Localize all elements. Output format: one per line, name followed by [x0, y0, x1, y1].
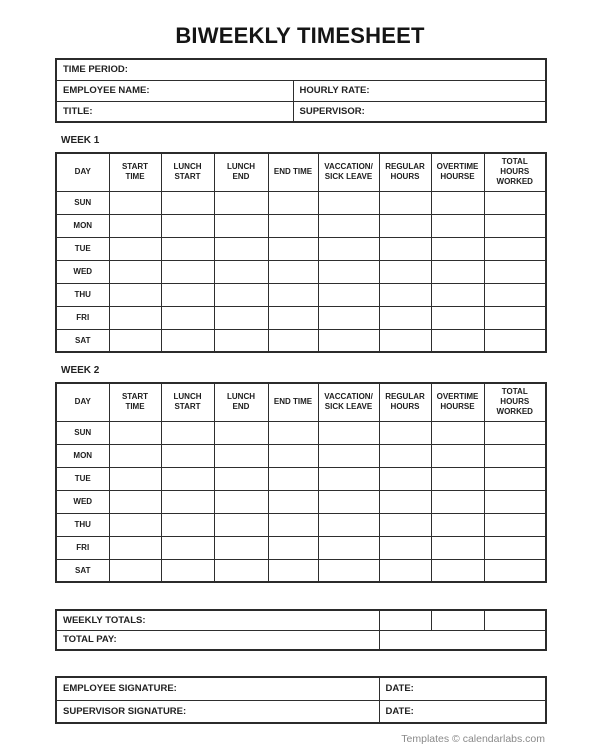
day-label: TUE [56, 467, 109, 490]
day-label: SUN [56, 191, 109, 214]
entry-cell[interactable] [214, 421, 268, 444]
entry-cell[interactable] [214, 513, 268, 536]
entry-cell[interactable] [484, 306, 546, 329]
entry-cell[interactable] [379, 444, 431, 467]
table-row [56, 444, 546, 467]
entry-cell[interactable] [484, 559, 546, 582]
day-label: FRI [56, 536, 109, 559]
entry-cell[interactable] [268, 191, 318, 214]
entry-cell[interactable] [268, 237, 318, 260]
entry-cell[interactable] [161, 283, 214, 306]
entry-cell[interactable] [161, 191, 214, 214]
column-header: START TIME [109, 153, 161, 191]
supervisor-date-label: DATE: [385, 705, 414, 717]
entry-cell[interactable] [109, 559, 161, 582]
entry-cell[interactable] [431, 237, 484, 260]
entry-cell[interactable] [484, 421, 546, 444]
entry-cell[interactable] [484, 283, 546, 306]
entry-cell[interactable] [109, 191, 161, 214]
column-header: REGULAR HOURS [379, 383, 431, 421]
week2-label: WEEK 2 [61, 365, 100, 376]
entry-cell[interactable] [214, 191, 268, 214]
entry-cell[interactable] [379, 513, 431, 536]
weekly-total-overtime-cell[interactable] [431, 610, 484, 630]
entry-cell[interactable] [268, 444, 318, 467]
entry-cell[interactable] [431, 513, 484, 536]
column-header: END TIME [268, 383, 318, 421]
title-label: TITLE: [63, 105, 93, 117]
day-label: FRI [56, 306, 109, 329]
table-row [56, 237, 546, 260]
table-row [56, 490, 546, 513]
entry-cell[interactable] [318, 559, 379, 582]
table-row [56, 283, 546, 306]
day-label: MON [56, 444, 109, 467]
table-row [56, 536, 546, 559]
table-row [56, 467, 546, 490]
day-label: THU [56, 513, 109, 536]
entry-cell[interactable] [268, 283, 318, 306]
entry-cell[interactable] [268, 559, 318, 582]
entry-cell[interactable] [214, 306, 268, 329]
day-label: TUE [56, 237, 109, 260]
entry-cell[interactable] [318, 467, 379, 490]
entry-cell[interactable] [379, 306, 431, 329]
entry-cell[interactable] [214, 329, 268, 352]
day-label: WED [56, 490, 109, 513]
entry-cell[interactable] [379, 260, 431, 283]
entry-cell[interactable] [431, 283, 484, 306]
entry-cell[interactable] [318, 214, 379, 237]
column-header: LUNCH START [161, 383, 214, 421]
entry-cell[interactable] [214, 214, 268, 237]
entry-cell[interactable] [431, 260, 484, 283]
employee-name-field[interactable] [56, 80, 293, 101]
entry-cell[interactable] [318, 421, 379, 444]
time-period-field[interactable] [56, 59, 546, 80]
entry-cell[interactable] [379, 191, 431, 214]
entry-cell[interactable] [268, 513, 318, 536]
entry-cell[interactable] [318, 513, 379, 536]
entry-cell[interactable] [109, 421, 161, 444]
entry-cell[interactable] [214, 490, 268, 513]
entry-cell[interactable] [268, 467, 318, 490]
page-title: BIWEEKLY TIMESHEET [175, 23, 425, 48]
entry-cell[interactable] [109, 513, 161, 536]
entry-cell[interactable] [379, 329, 431, 352]
column-header: LUNCH START [161, 153, 214, 191]
column-header: END TIME [268, 153, 318, 191]
table-row [56, 513, 546, 536]
entry-cell[interactable] [484, 214, 546, 237]
entry-cell[interactable] [161, 536, 214, 559]
day-label: SAT [56, 329, 109, 352]
column-header: LUNCH END [214, 153, 268, 191]
entry-cell[interactable] [431, 536, 484, 559]
entry-cell[interactable] [318, 283, 379, 306]
entry-cell[interactable] [161, 513, 214, 536]
entry-cell[interactable] [484, 444, 546, 467]
total-pay-label: TOTAL PAY: [56, 630, 379, 650]
entry-cell[interactable] [161, 490, 214, 513]
entry-cell[interactable] [268, 306, 318, 329]
table-row [56, 421, 546, 444]
entry-cell[interactable] [379, 214, 431, 237]
total-pay-cell[interactable] [379, 630, 546, 650]
hourly-rate-field[interactable] [293, 80, 546, 101]
entry-cell[interactable] [161, 329, 214, 352]
table-row [56, 306, 546, 329]
weekly-totals-label: WEEKLY TOTALS: [56, 610, 379, 630]
entry-cell[interactable] [484, 536, 546, 559]
time-period-label: TIME PERIOD: [63, 64, 128, 76]
entry-cell[interactable] [379, 559, 431, 582]
entry-cell[interactable] [214, 559, 268, 582]
column-header: LUNCH END [214, 383, 268, 421]
entry-cell[interactable] [109, 283, 161, 306]
week1-label: WEEK 1 [61, 135, 100, 146]
column-header: DAY [56, 383, 109, 421]
entry-cell[interactable] [318, 260, 379, 283]
entry-cell[interactable] [431, 559, 484, 582]
entry-cell[interactable] [214, 536, 268, 559]
entry-cell[interactable] [161, 467, 214, 490]
column-header: START TIME [109, 383, 161, 421]
supervisor-signature-label: SUPERVISOR SIGNATURE: [63, 705, 187, 717]
entry-cell[interactable] [214, 444, 268, 467]
day-label: THU [56, 283, 109, 306]
entry-cell[interactable] [268, 329, 318, 352]
entry-cell[interactable] [161, 260, 214, 283]
table-row [56, 329, 546, 352]
column-header: VACCATION/ SICK LEAVE [318, 383, 379, 421]
signature-table [55, 676, 547, 724]
entry-cell[interactable] [109, 214, 161, 237]
entry-cell[interactable] [379, 421, 431, 444]
day-label: SAT [56, 559, 109, 582]
entry-cell[interactable] [109, 306, 161, 329]
weekly-total-hours-cell[interactable] [484, 610, 546, 630]
entry-cell[interactable] [379, 490, 431, 513]
entry-cell[interactable] [484, 490, 546, 513]
footer-credit: Templates © calendarlabs.com [401, 733, 545, 745]
entry-cell[interactable] [484, 237, 546, 260]
table-row [56, 101, 546, 122]
employee-date-label: DATE: [385, 683, 414, 695]
week2-table [55, 382, 547, 583]
table-row [56, 677, 546, 700]
column-header: OVERTIME HOURSE [431, 153, 484, 191]
entry-cell[interactable] [161, 214, 214, 237]
title-field[interactable] [56, 101, 293, 122]
entry-cell[interactable] [431, 490, 484, 513]
entry-cell[interactable] [268, 260, 318, 283]
column-header: OVERTIME HOURSE [431, 383, 484, 421]
entry-cell[interactable] [109, 329, 161, 352]
entry-cell[interactable] [379, 467, 431, 490]
entry-cell[interactable] [161, 444, 214, 467]
entry-cell[interactable] [318, 536, 379, 559]
supervisor-signature-field[interactable] [56, 700, 379, 723]
entry-cell[interactable] [318, 237, 379, 260]
entry-cell[interactable] [431, 467, 484, 490]
entry-cell[interactable] [484, 329, 546, 352]
employee-date-field[interactable] [379, 677, 546, 700]
table-row [56, 700, 546, 723]
column-header: REGULAR HOURS [379, 153, 431, 191]
table-row [56, 59, 546, 80]
header-row [56, 153, 546, 191]
day-label: WED [56, 260, 109, 283]
column-header: TOTAL HOURS WORKED [484, 153, 546, 191]
entry-cell[interactable] [318, 191, 379, 214]
table-row [56, 214, 546, 237]
entry-cell[interactable] [318, 306, 379, 329]
entry-cell[interactable] [268, 214, 318, 237]
table-row [56, 191, 546, 214]
entry-cell[interactable] [318, 444, 379, 467]
entry-cell[interactable] [484, 467, 546, 490]
week1-table [55, 152, 547, 353]
entry-cell[interactable] [268, 490, 318, 513]
entry-cell[interactable] [161, 237, 214, 260]
entry-cell[interactable] [214, 260, 268, 283]
entry-cell[interactable] [379, 283, 431, 306]
info-table [55, 58, 547, 123]
day-label: SUN [56, 421, 109, 444]
table-row [56, 559, 546, 582]
table-row [56, 80, 546, 101]
day-label: MON [56, 214, 109, 237]
column-header: DAY [56, 153, 109, 191]
table-row [56, 630, 546, 650]
table-row [56, 610, 546, 630]
totals-table [55, 609, 547, 651]
entry-cell[interactable] [431, 444, 484, 467]
entry-cell[interactable] [431, 329, 484, 352]
employee-name-label: EMPLOYEE NAME: [63, 85, 150, 96]
entry-cell[interactable] [431, 191, 484, 214]
entry-cell[interactable] [484, 260, 546, 283]
column-header: TOTAL HOURS WORKED [484, 383, 546, 421]
entry-cell[interactable] [431, 306, 484, 329]
weekly-total-regular-cell[interactable] [379, 610, 431, 630]
entry-cell[interactable] [214, 237, 268, 260]
entry-cell[interactable] [379, 237, 431, 260]
entry-cell[interactable] [161, 306, 214, 329]
entry-cell[interactable] [109, 260, 161, 283]
entry-cell[interactable] [214, 283, 268, 306]
entry-cell[interactable] [109, 536, 161, 559]
entry-cell[interactable] [268, 536, 318, 559]
supervisor-label: SUPERVISOR: [299, 105, 365, 117]
entry-cell[interactable] [431, 214, 484, 237]
entry-cell[interactable] [268, 421, 318, 444]
entry-cell[interactable] [379, 536, 431, 559]
header-row [56, 383, 546, 421]
entry-cell[interactable] [109, 490, 161, 513]
column-header: VACCATION/ SICK LEAVE [318, 153, 379, 191]
entry-cell[interactable] [161, 421, 214, 444]
employee-signature-field[interactable] [56, 677, 379, 700]
entry-cell[interactable] [214, 467, 268, 490]
hourly-rate-label: HOURLY RATE: [299, 85, 370, 96]
supervisor-date-field[interactable] [379, 700, 546, 723]
entry-cell[interactable] [484, 191, 546, 214]
entry-cell[interactable] [431, 421, 484, 444]
supervisor-field[interactable] [293, 101, 546, 122]
entry-cell[interactable] [109, 237, 161, 260]
entry-cell[interactable] [318, 329, 379, 352]
entry-cell[interactable] [109, 444, 161, 467]
table-row [56, 260, 546, 283]
entry-cell[interactable] [484, 513, 546, 536]
entry-cell[interactable] [318, 490, 379, 513]
entry-cell[interactable] [109, 467, 161, 490]
entry-cell[interactable] [161, 559, 214, 582]
employee-signature-label: EMPLOYEE SIGNATURE: [63, 683, 177, 695]
